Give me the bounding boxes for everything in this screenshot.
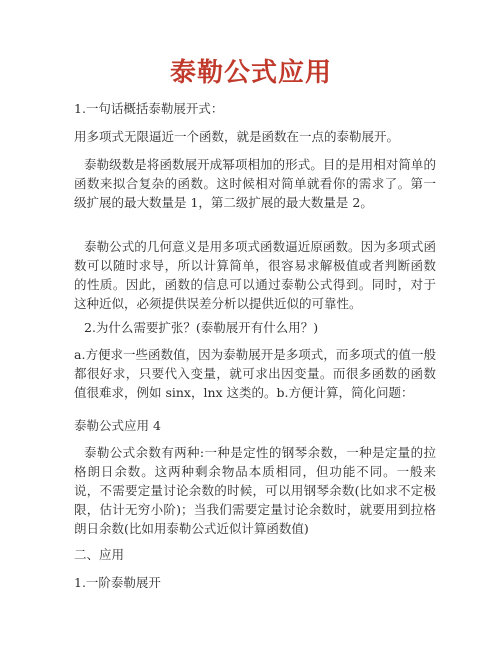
section-heading-application: 二、应用 [74,547,125,562]
paragraph-remainders: 泰勒公式余数有两种:一种是定性的钢琴余数，一种是定量的拉格朗日余数。这两种剩余物品本质相同，但功能不同。一般来说，不需要定量讨论余数的时候，可以用钢琴余数(比如求不定极限，估计无穷小阶)；当我们需要定量讨论余数时，就要用到拉格朗日余数(比如用泰勒公式近似计算函数值) [74,445,436,536]
document-title: 泰勒公式应用 [169,58,332,88]
paragraph-geometric-meaning: 泰勒公式的几何意义是用多项式函数逼近原函数。因为多项式函数可以随时求导，所以计算简单，很容易求解极值或者判断函数的性质。因此，函数的信息可以通过泰勒公式得到。同时，对于这种近似，必须提供误差分析以提供近似的可靠性。 [74,239,436,311]
paragraph-heading-2: 2.为什么需要扩张？(泰勒展开有什么用？) [84,320,319,335]
subsection-heading-first-order: 1.一阶泰勒展开 [74,575,161,590]
paragraph-heading-1: 1.一句话概括泰勒展开式： [74,101,224,116]
paragraph-summary: 用多项式无限逼近一个函数，就是函数在一点的泰勒展开。 [74,129,400,144]
paragraph-uses: a.方便求一些函数值，因为泰勒展开是多项式，而多项式的值一般都很好求，只要代入变量，就可求出因变量。而很多函数的函数值很难求，例如 sinx，lnx 这类的。b.方便计算，简化问题： [74,347,436,400]
paragraph-taylor-series: 泰勒级数是将函数展开成幂项相加的形式。目的是用相对简单的函数来拟合复杂的函数。这时候相对简单就看你的需求了。第一级扩展的最大数量是 1，第二级扩展的最大数量是 2。 [74,157,436,210]
paragraph-page-marker: 泰勒公式应用 4 [74,418,161,433]
